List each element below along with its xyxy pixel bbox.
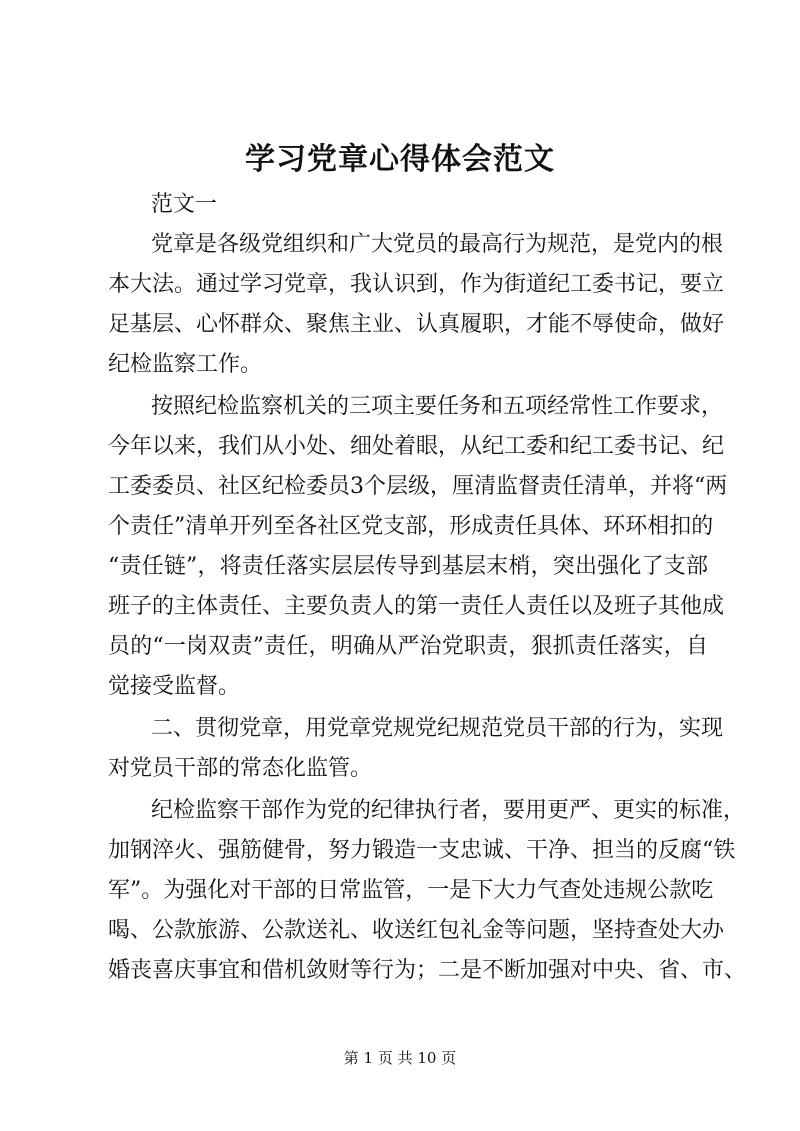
text-line: “责任链”，将责任落实层层传导到基层末梢，突出强化了支部 (108, 554, 708, 579)
text-line: 军”。为强化对干部的日常监管，一是下大力气查处违规公款吃 (108, 878, 714, 903)
text-line: 对党员干部的常态化监管。 (108, 756, 373, 781)
text-line: 纪检监察干部作为党的纪律执行者，要用更严、更实的标准， (151, 798, 746, 823)
text-line: 今年以来，我们从小处、细处着眼，从纪工委和纪工委书记、纪 (108, 434, 725, 459)
text-line: 喝、公款旅游、公款送礼、收送红包礼金等问题，坚持查处大办 (108, 918, 725, 943)
document-title: 学习党章心得体会范文 (245, 142, 555, 177)
page-number: 第 1 页 共 10 页 (343, 1049, 457, 1067)
text-line: 个责任”清单开列至各社区党支部，形成责任具体、环环相扣的 (108, 514, 714, 539)
text-line: 加钢淬火、强筋健骨，努力锻造一支忠诚、干净、担当的反腐“铁 (108, 838, 736, 863)
text-line: 足基层、心怀群众、聚焦主业、认真履职，才能不辱使命，做好 (108, 312, 725, 337)
text-line: 党章是各级党组织和广大党员的最高行为规范，是党内的根 (151, 232, 724, 257)
text-line: 员的“一岗双责”责任，明确从严治党职责，狠抓责任落实，自 (108, 634, 708, 659)
text-line: 觉接受监督。 (108, 674, 241, 699)
text-line: 二、贯彻党章，用党章党规党纪规范党员干部的行为，实现 (151, 716, 724, 741)
text-line: 本大法。通过学习党章，我认识到，作为街道纪工委书记，要立 (108, 272, 725, 297)
text-line: 纪检监察工作。 (108, 352, 263, 377)
section-heading: 范文一 (151, 192, 218, 217)
text-line: 工委委员、社区纪检委员3个层级，厘清监督责任清单，并将“两 (108, 474, 728, 499)
text-line: 班子的主体责任、主要负责人的第一责任人责任以及班子其他成 (108, 594, 725, 619)
text-line: 婚丧喜庆事宜和借机敛财等行为；二是不断加强对中央、省、市、 (108, 958, 747, 983)
text-line: 按照纪检监察机关的三项主要任务和五项经常性工作要求， (151, 394, 724, 419)
